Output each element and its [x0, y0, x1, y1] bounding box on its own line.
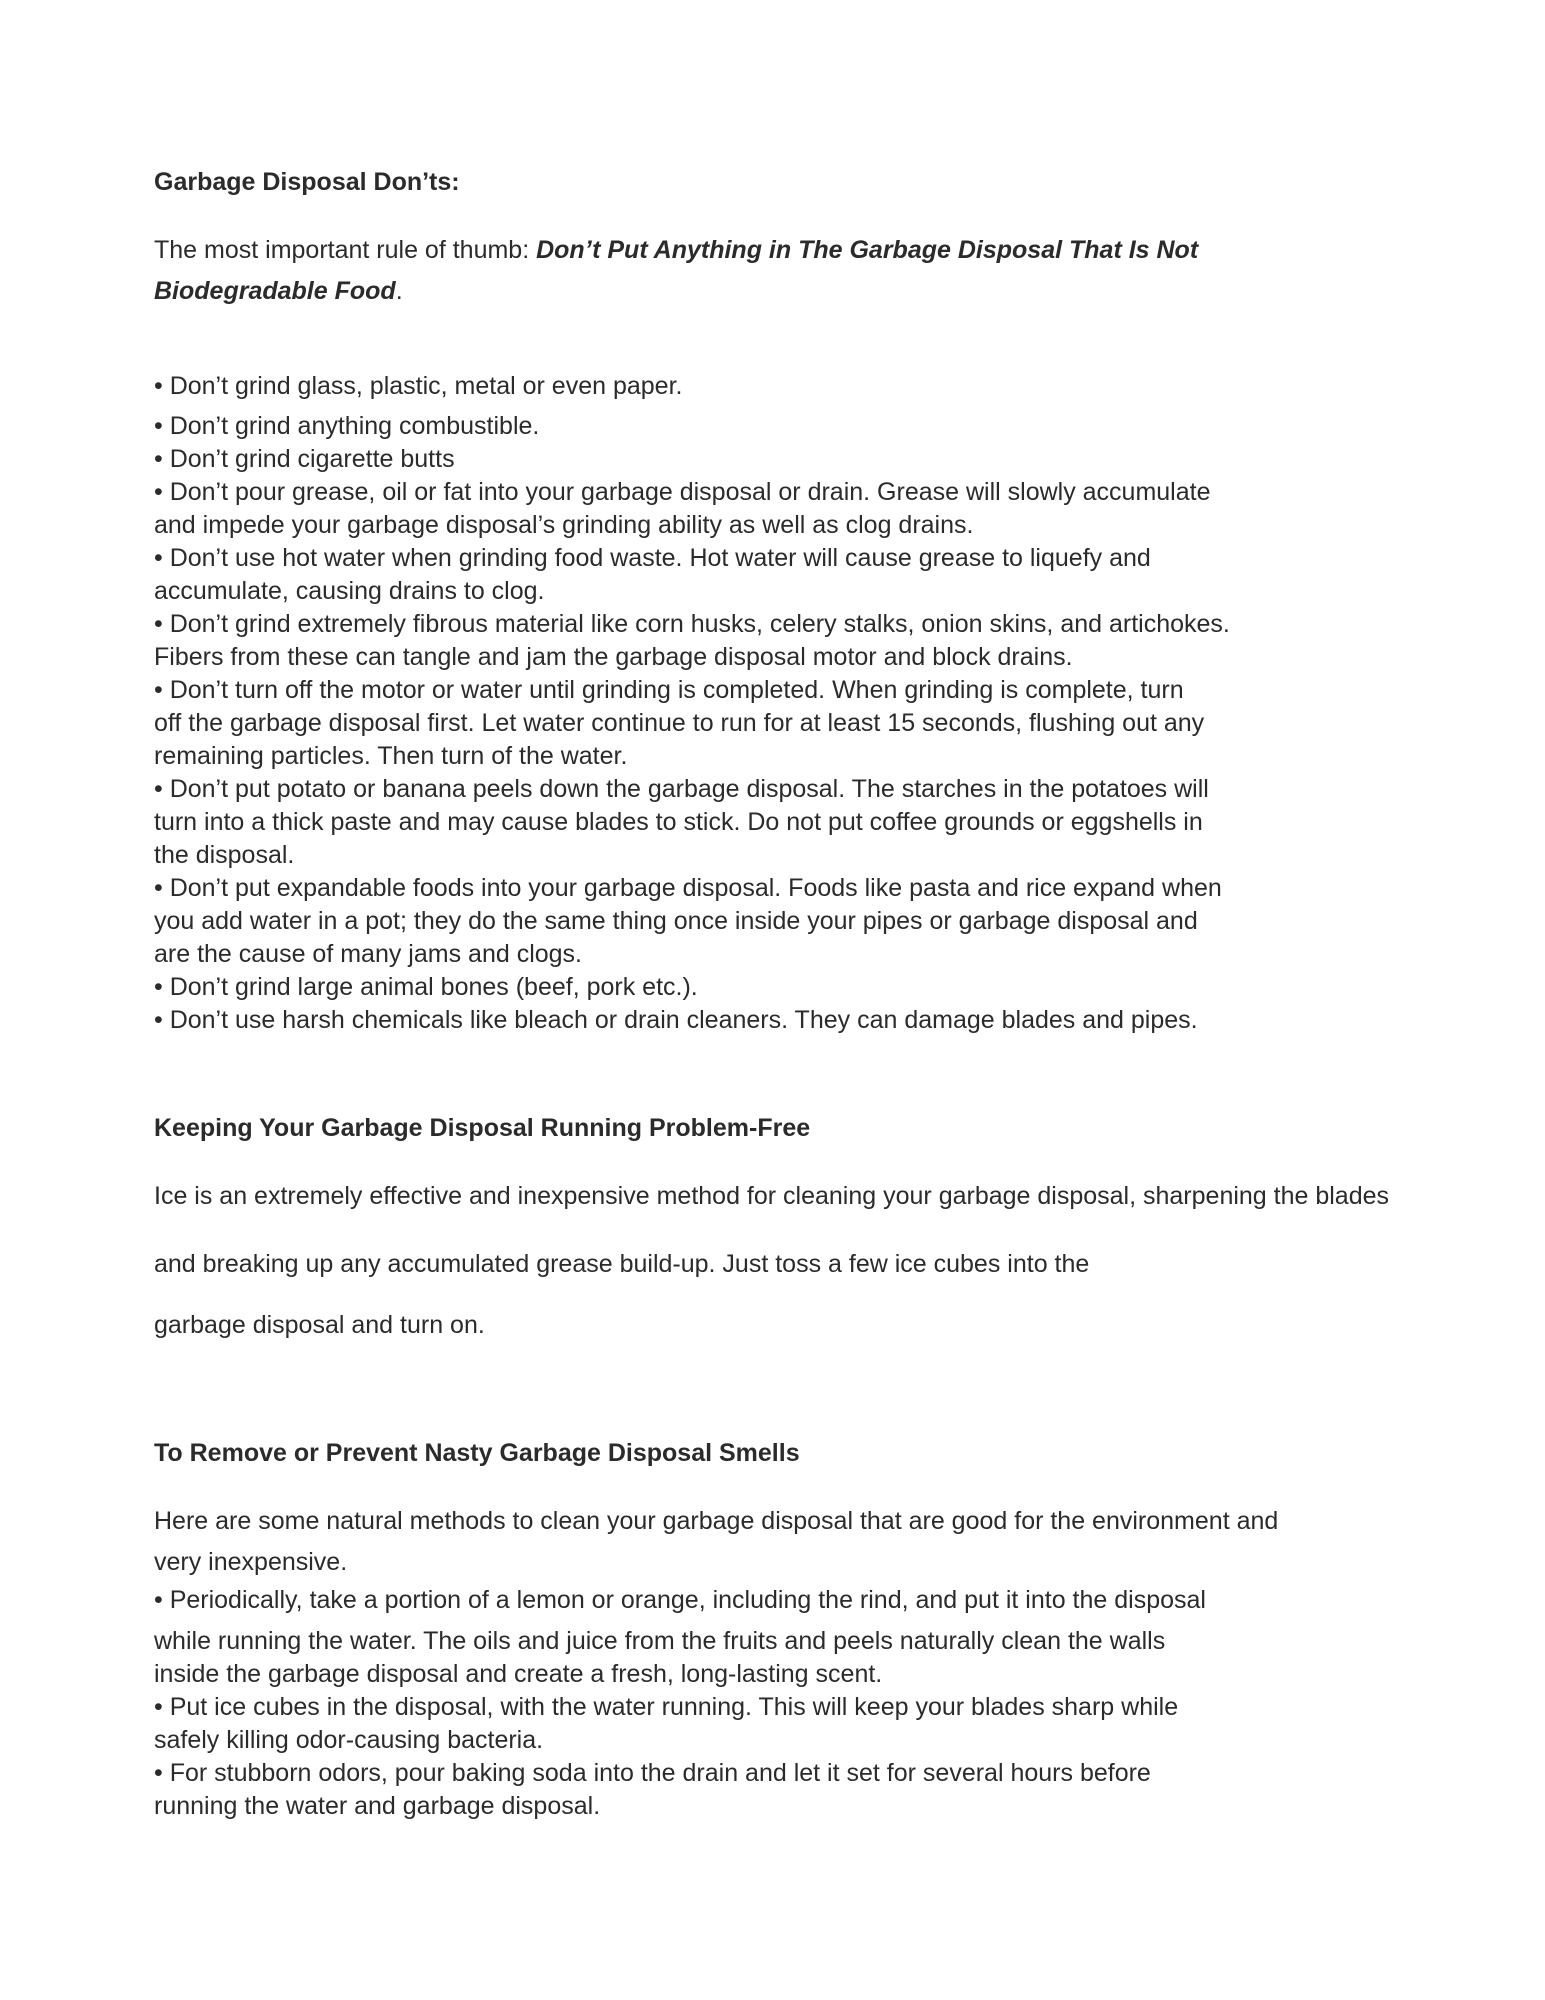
paragraph-line: Here are some natural methods to clean your garbage disposal that are good for the environment and: [154, 1507, 1279, 1535]
list-item-continuation: turn into a thick paste and may cause blades to stick. Do not put coffee grounds or eggshells in: [154, 808, 1203, 836]
intro-emphasis-text-2: Biodegradable Food: [154, 277, 396, 305]
list-item-continuation: remaining particles. Then turn of the water.: [154, 742, 628, 770]
list-item: • Put ice cubes in the disposal, with the water running. This will keep your blades sharp while: [154, 1693, 1179, 1721]
list-item-continuation: and impede your garbage disposal’s grinding ability as well as clog drains.: [154, 511, 974, 539]
paragraph-line: garbage disposal and turn on.: [154, 1311, 485, 1339]
list-item-continuation: off the garbage disposal first. Let water continue to run for at least 15 seconds, flushing out any: [154, 709, 1205, 737]
intro-line-2: [154, 275, 403, 307]
section-heading-donts: Garbage Disposal Don’ts:: [154, 168, 460, 196]
paragraph-line: and breaking up any accumulated grease build-up. Just toss a few ice cubes into the: [154, 1250, 1090, 1278]
intro-period: .: [395, 277, 403, 305]
list-item-continuation: running the water and garbage disposal.: [154, 1792, 601, 1820]
list-item-continuation: while running the water. The oils and juice from the fruits and peels naturally clean the walls: [154, 1627, 1166, 1655]
list-item-continuation: accumulate, causing drains to clog.: [154, 577, 545, 605]
paragraph-line: Ice is an extremely effective and inexpensive method for cleaning your garbage disposal, sharpening the blades: [154, 1182, 1390, 1210]
intro-emphasis-text: Don’t Put Anything in The Garbage Disposal That Is Not: [536, 236, 1199, 264]
list-item: • Don’t grind anything combustible.: [154, 412, 540, 440]
list-item: • Don’t grind cigarette butts: [154, 445, 455, 473]
list-item: • Don’t put expandable foods into your garbage disposal. Foods like pasta and rice expand when: [154, 874, 1222, 902]
list-item: • Don’t use harsh chemicals like bleach or drain cleaners. They can damage blades and pipes.: [154, 1006, 1198, 1034]
list-item: • Don’t turn off the motor or water until grinding is completed. When grinding is complete, turn: [154, 676, 1184, 704]
list-item: • For stubborn odors, pour baking soda into the drain and let it set for several hours before: [154, 1759, 1151, 1787]
list-item: • Don’t grind extremely fibrous material like corn husks, celery stalks, onion skins, and artichokes.: [154, 610, 1230, 638]
intro-line-1: [154, 234, 1198, 266]
list-item: • Don’t use hot water when grinding food waste. Hot water will cause grease to liquefy and: [154, 544, 1151, 572]
section-heading-smells: To Remove or Prevent Nasty Garbage Disposal Smells: [154, 1439, 800, 1467]
list-item: • Don’t grind large animal bones (beef, pork etc.).: [154, 973, 698, 1001]
list-item-continuation: are the cause of many jams and clogs.: [154, 940, 583, 968]
list-item: • Don’t grind glass, plastic, metal or even paper.: [154, 372, 683, 400]
paragraph-line: very inexpensive.: [154, 1548, 348, 1576]
list-item: • Periodically, take a portion of a lemon or orange, including the rind, and put it into the disposal: [154, 1586, 1206, 1614]
list-item-continuation: safely killing odor-causing bacteria.: [154, 1726, 544, 1754]
section-heading-running: Keeping Your Garbage Disposal Running Problem-Free: [154, 1114, 811, 1142]
list-item-continuation: the disposal.: [154, 841, 295, 869]
list-item-continuation: Fibers from these can tangle and jam the garbage disposal motor and block drains.: [154, 643, 1073, 671]
list-item: • Don’t pour grease, oil or fat into your garbage disposal or drain. Grease will slowly accumulate: [154, 478, 1211, 506]
list-item: • Don’t put potato or banana peels down the garbage disposal. The starches in the potatoes will: [154, 775, 1209, 803]
intro-plain-text: The most important rule of thumb:: [154, 236, 537, 264]
list-item-continuation: you add water in a pot; they do the same thing once inside your pipes or garbage disposal and: [154, 907, 1198, 935]
list-item-continuation: inside the garbage disposal and create a fresh, long-lasting scent.: [154, 1660, 883, 1688]
